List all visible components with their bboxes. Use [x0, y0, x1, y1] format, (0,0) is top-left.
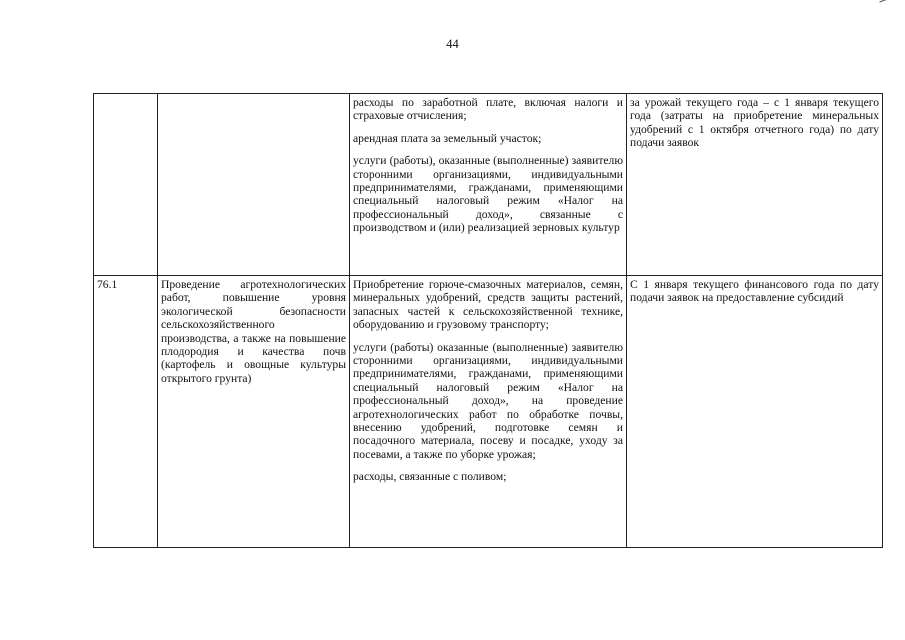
- cost-item: расходы, связанные с поливом;: [353, 470, 507, 484]
- row-number-cell: 76.1: [94, 276, 158, 548]
- page-number: 44: [446, 37, 459, 51]
- cost-item: Приобретение горюче-смазочных материалов, семян, минеральных удобрений, средств защиты растений, запасных частей к сельскохозяйственной технике, оборудованию и грузовому транспорту;: [353, 278, 623, 332]
- costs-cell: [350, 276, 627, 548]
- cost-item: арендная плата за земельный участок;: [353, 131, 542, 145]
- direction-name-cell: [158, 94, 350, 276]
- table-row: [94, 276, 883, 548]
- direction-name-cell: Проведение агротехнологических работ, повышение уровня экологической безопасности сельскохозяйственного производства, а также на повышение плодородия и качества почв (картофель и овощные культуры открытого грунта): [158, 276, 350, 548]
- costs-cell: [350, 94, 627, 276]
- subsidy-table: [93, 93, 883, 548]
- period-cell: за урожай текущего года – с 1 января текущего года (затраты на приобретение минеральных удобрений с 1 октября отчетного года) по дату подачи заявок: [627, 94, 883, 276]
- cost-item: услуги (работы), оказанные (выполненные) заявителю сторонними организациями, индивидуальными предпринимателями, гражданами, применяющими специальный налоговый режим «Налог на профессиональный доход», связанные с производством и (или) реализацией зерновых культур: [353, 154, 623, 235]
- cost-item: расходы по заработной плате, включая налоги и страховые отчисления;: [353, 96, 623, 123]
- scan-corner-mark: [879, 0, 888, 6]
- table-row: [94, 94, 883, 276]
- period-cell: С 1 января текущего финансового года по дату подачи заявок на предоставление субсидий: [627, 276, 883, 548]
- row-number-cell: [94, 94, 158, 276]
- cost-item: услуги (работы) оказанные (выполненные) заявителю сторонними организациями, индивидуальными предпринимателями, гражданами, применяющими специальный налоговый режим «Налог на профессиональный доход», на проведение агротехнологических работ по обработке почвы, внесению удобрений, подготовке семян и посадочного материала, посеву и посадке, уходу за посевами, а также по уборке урожая;: [353, 340, 623, 461]
